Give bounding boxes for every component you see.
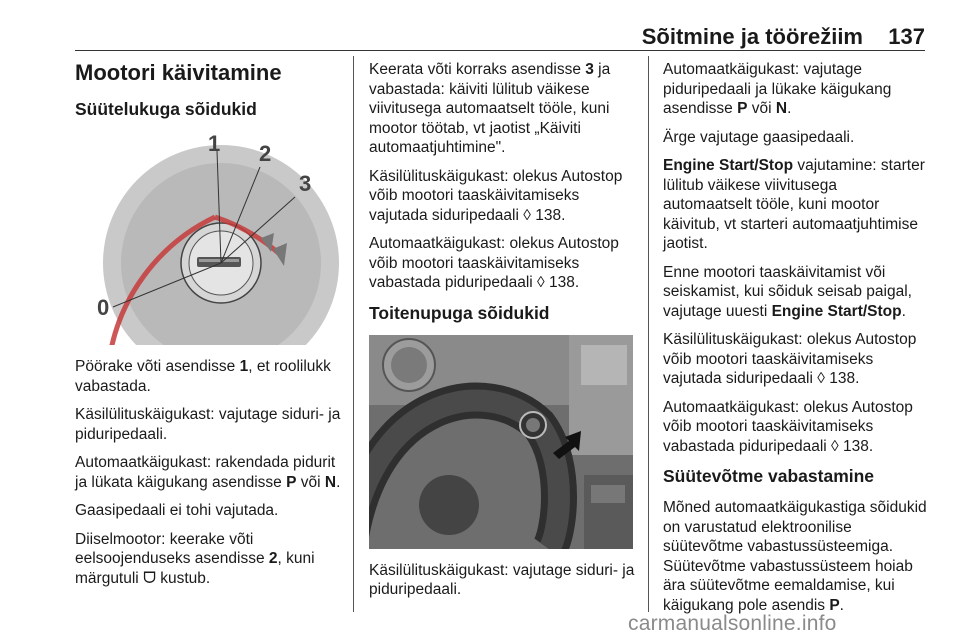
position-label-3: 3 — [299, 171, 312, 196]
paragraph: Automaatkäigukast: rakendada pidurit ja lükata käigukang asendisse P või N. — [75, 454, 341, 491]
paragraph: Mõned automaatkäigukastiga sõidukid on varustatud elektroonilise süütevõtme vabastussüsteemiga. Süütevõtme vabastussüsteem hoiab ära süütevõtme eemaldamise, kui käigukang pole asendis P. — [663, 499, 927, 614]
column-divider-2 — [648, 56, 649, 612]
page-ref-icon: ◊ — [523, 206, 531, 224]
paragraph: Engine Start/Stop vajutamine: starter lülitub väikese viivitusega automaatselt tööle, kuni mootor käivitub, vt starteri automaatjuhtimise jaotist. — [663, 157, 925, 252]
power-button-figure — [369, 335, 633, 549]
paragraph: Gaasipedaali ei tohi vajutada. — [75, 502, 279, 519]
subheading-power-button: Toitenupuga sõidukid — [369, 302, 550, 323]
paragraph: Pöörake võti asendisse 1, et roolilukk vabastada. — [75, 358, 331, 395]
paragraph: Enne mootori taaskäivitamist või seiskamist, kui sõiduk seisab paigal, vajutage uuesti Engine Start/Stop. — [663, 263, 912, 320]
page-number: 137 — [888, 24, 925, 49]
paragraph: Automaatkäigukast: olekus Autostop võib mootori taaskäivitamiseks vabastada piduripedaali ◊ 138. — [663, 398, 913, 455]
paragraph: Diiselmootor: keerake võti eelsoojenduseks asendisse 2, kuni märgutuli ᗜ kustub. — [75, 530, 315, 587]
paragraph: Käsilülituskäigukast: olekus Autostop võib mootori taaskäivitamiseks vajutada siduripedaali ◊ 138. — [663, 331, 917, 387]
subheading-key-release: Süütevõtme vabastamine — [663, 466, 875, 486]
header-title: Sõitmine ja töörežiim — [641, 24, 863, 49]
page-ref-icon: ◊ — [831, 437, 839, 455]
header-rule — [75, 50, 925, 51]
paragraph: Automaatkäigukast: vajutage piduripedaali ja lükake käigukang asendisse P või N. — [663, 61, 892, 117]
running-header — [75, 22, 925, 50]
paragraph: Automaatkäigukast: olekus Autostop võib mootori taaskäivitamiseks vabastada piduripedaali ◊ 138. — [369, 235, 619, 291]
section-heading: Mootori käivitamine — [75, 60, 282, 85]
ignition-lock-figure — [75, 131, 339, 345]
glow-plug-icon: ᗜ — [143, 569, 156, 587]
page-ref-icon: ◊ — [817, 370, 825, 387]
position-label-0: 0 — [97, 295, 110, 320]
paragraph: Käsilülituskäigukast: vajutage siduri- ja piduripedaali. — [369, 561, 635, 598]
column-3 — [663, 60, 927, 624]
paragraph: Ärge vajutage gaasipedaali. — [663, 128, 855, 146]
paragraph: Käsilülituskäigukast: vajutage siduri- ja piduripedaali. — [75, 406, 341, 443]
position-label-1: 1 — [208, 131, 221, 156]
paragraph: Käsilülituskäigukast: olekus Autostop võib mootori taaskäivitamiseks vajutada siduripedaali ◊ 138. — [369, 167, 623, 224]
paragraph: Keerata võti korraks asendisse 3 ja vabastada: käiviti lülitub väikese viivitusega automaatselt tööle, kuni mootor töötab, vt jaotist „Käiviti automaatjuhtimine". — [369, 61, 611, 156]
page-ref-icon: ◊ — [537, 274, 545, 291]
column-divider-1 — [353, 56, 354, 612]
watermark: carmanualsonline.info — [628, 612, 837, 635]
subheading-ignition-lock: Süütelukuga sõidukid — [75, 99, 257, 119]
column-1 — [75, 60, 343, 597]
column-2 — [369, 60, 639, 609]
position-label-2: 2 — [259, 141, 272, 166]
